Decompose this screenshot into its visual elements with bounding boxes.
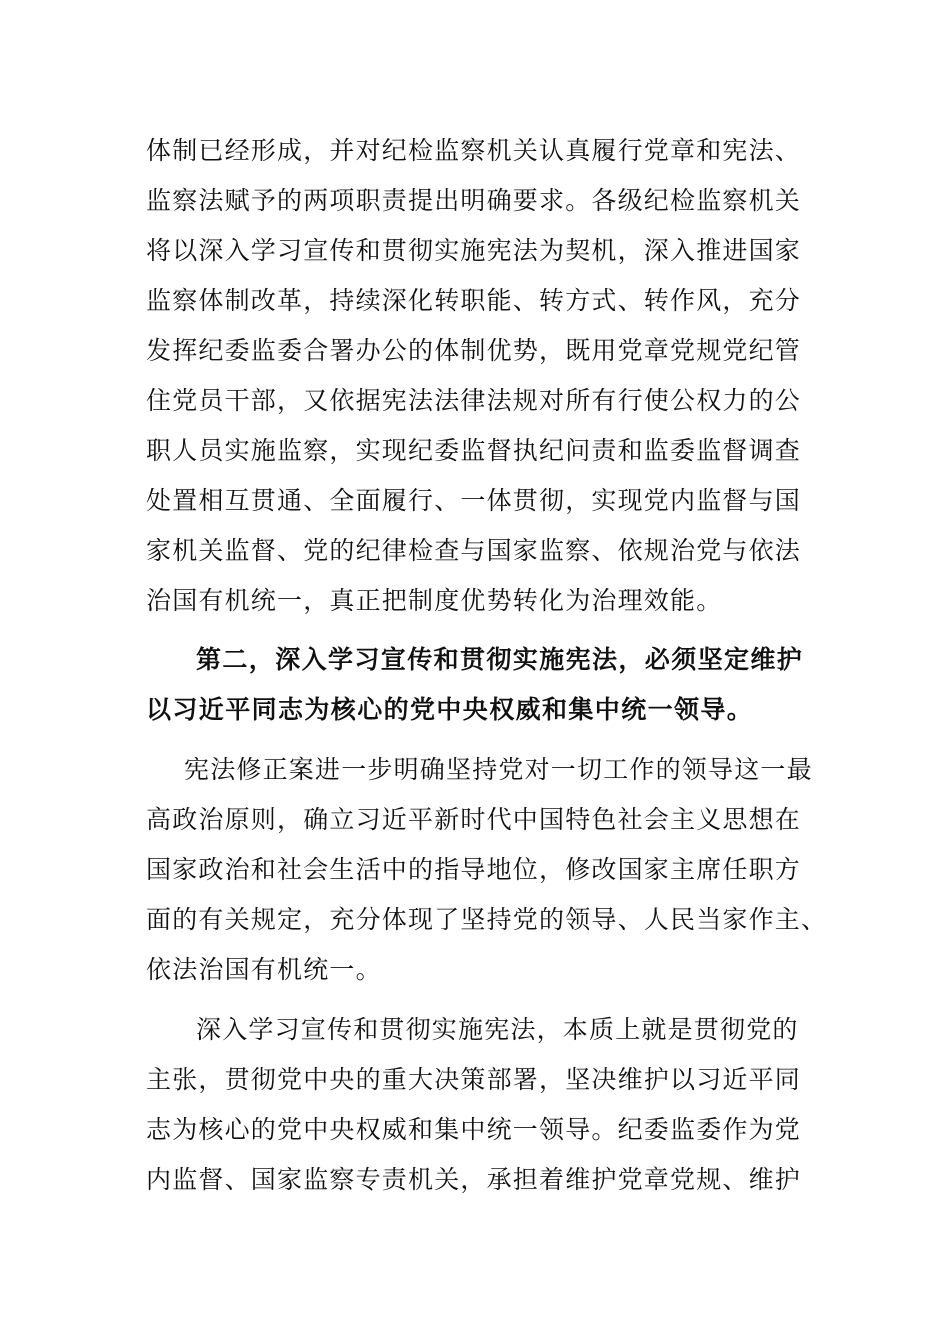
text-line: 志为核心的党中央权威和集中统一领导。纪委监委作为党	[146, 1115, 802, 1144]
paragraph-spacing	[146, 626, 806, 635]
text-line: 宪法修正案进一步明确坚持党对一切工作的领导这一最	[184, 755, 813, 784]
text-line: 监察体制改革，持续深化转职能、转方式、转作风，充分	[146, 286, 802, 315]
text-line: 主张，贯彻党中央的重大决策部署，坚决维护以习近平同	[146, 1065, 802, 1094]
text-line: 处置相互贯通、全面履行、一体贯彻，实现党内监督与国	[146, 486, 802, 515]
text-line: 内监督、国家监察专责机关，承担着维护党章党规、维护	[146, 1165, 802, 1194]
text-line: 深入学习宣传和贯彻实施宪法，本质上就是贯彻党的	[196, 1015, 799, 1044]
text-line: 依法治国有机统一。	[146, 955, 382, 984]
text-line: 将以深入学习宣传和贯彻实施宪法为契机，深入推进国家	[146, 236, 802, 265]
text-line: 体制已经形成，并对纪检监察机关认真履行党章和宪法、	[146, 136, 802, 165]
paragraph-spacing	[146, 995, 806, 1005]
document-body	[146, 126, 828, 1205]
text-line: 监察法赋予的两项职责提出明确要求。各级纪检监察机关	[146, 186, 802, 215]
text-line: 治国有机统一，真正把制度优势转化为治理效能。	[146, 586, 723, 615]
text-line: 住党员干部，又依据宪法法律法规对所有行使公权力的公	[146, 386, 802, 415]
text-line: 职人员实施监察，实现纪委监督执纪问责和监委监督调查	[146, 436, 802, 465]
text-line: 面的有关规定，充分体现了坚持党的领导、人民当家作主、	[146, 905, 828, 934]
text-line: 家机关监督、党的纪律检查与国家监察、依规治党与依法	[146, 536, 802, 565]
text-line: 高政治原则，确立习近平新时代中国特色社会主义思想在	[146, 805, 802, 834]
section-heading-2	[146, 635, 806, 735]
paragraph-spacing	[146, 735, 806, 745]
paragraph-2	[146, 745, 828, 995]
heading-line: 第二，深入学习宣传和贯彻实施宪法，必须坚定维护	[196, 645, 804, 674]
text-line: 国家政治和社会生活中的指导地位，修改国家主席任职方	[146, 855, 802, 884]
text-line: 发挥纪委监委合署办公的体制优势，既用党章党规党纪管	[146, 336, 802, 365]
heading-line: 以习近平同志为核心的党中央权威和集中统一领导。	[146, 695, 754, 724]
paragraph-1	[146, 126, 806, 626]
paragraph-3	[146, 1005, 806, 1205]
